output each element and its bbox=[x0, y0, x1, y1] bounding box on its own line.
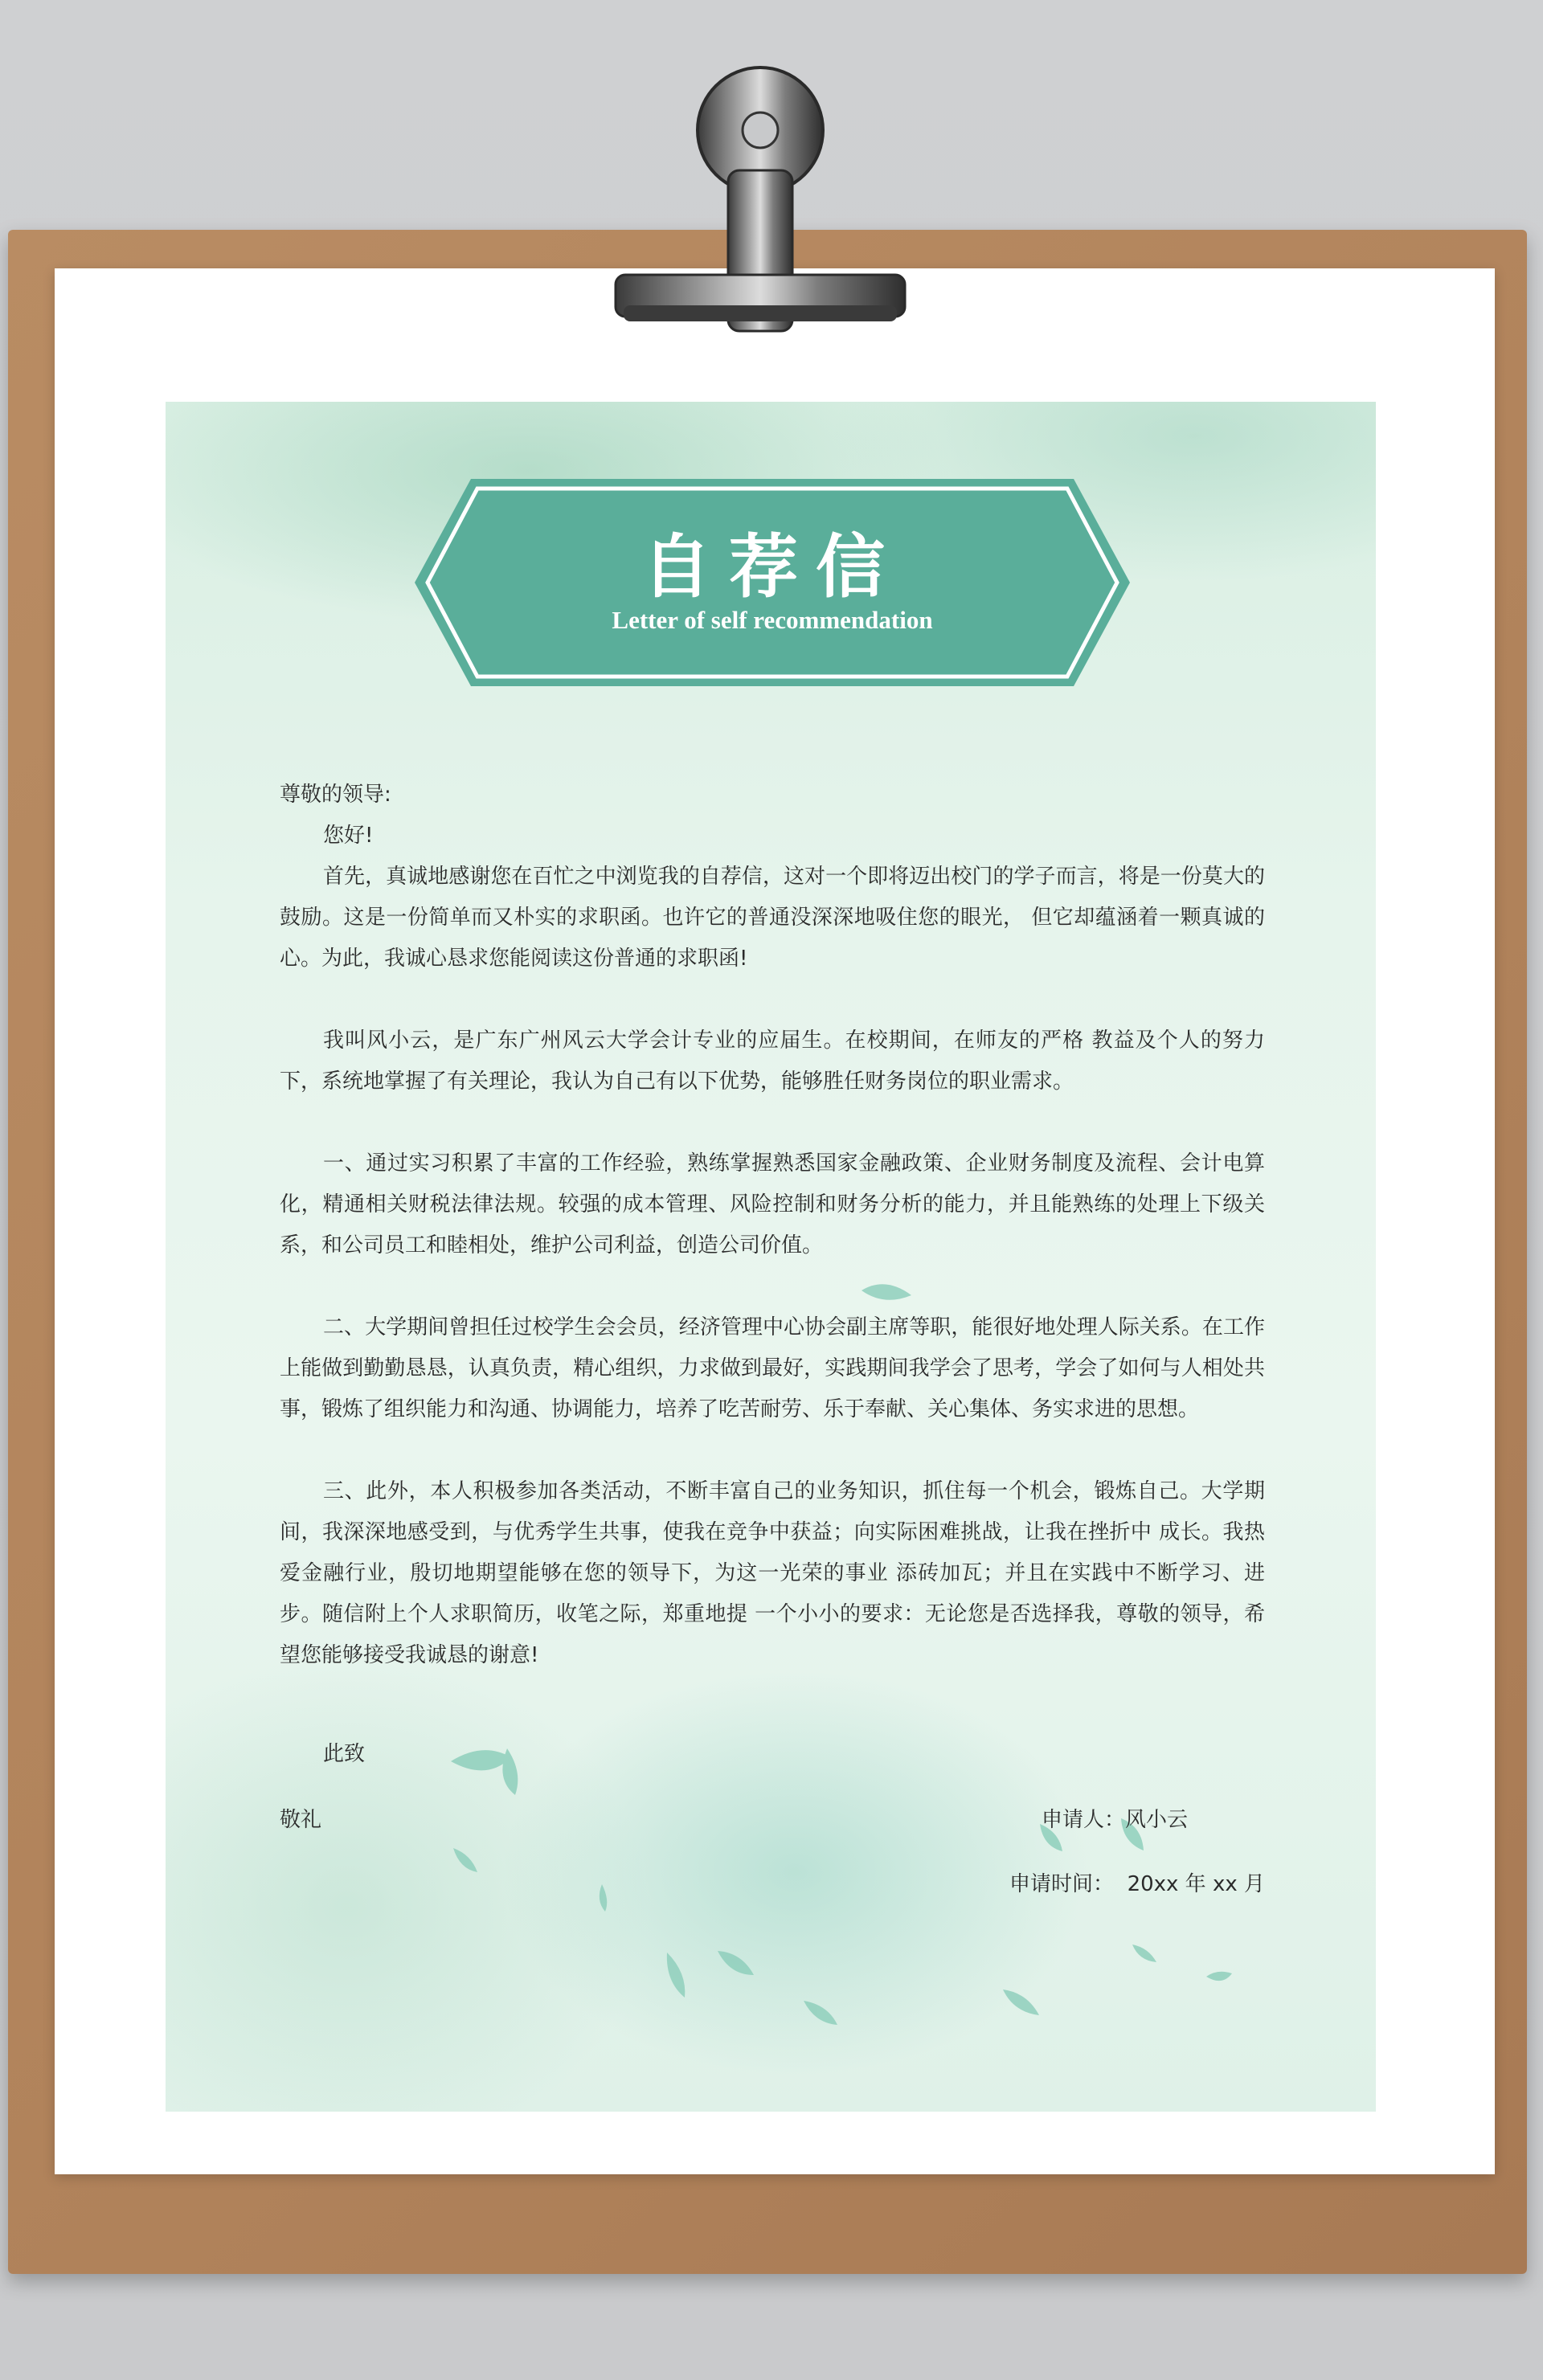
leaf-icon bbox=[1132, 1944, 1156, 1962]
paragraph-2: 我叫风小云，是广东广州风云大学会计专业的应届生。在校期间，在师友的严格 教益及个人的努力下，系统地掌握了有关理论，我认为自己有以下优势，能够胜任财务岗位的职业需求。 bbox=[280, 1028, 1265, 1094]
leaf-icon bbox=[804, 2001, 837, 2025]
title-chinese: 自荐信 bbox=[642, 527, 902, 607]
date-label: 申请时间： bbox=[1009, 1872, 1115, 1896]
letter-body bbox=[280, 775, 1265, 1676]
applicant-name: 风小云 bbox=[1124, 1808, 1188, 1832]
applicant-label: 申请人： bbox=[1041, 1808, 1125, 1832]
closing-line-1: 此致 bbox=[323, 1742, 366, 1766]
paragraph-5: 三、此外，本人积极参加各类活动，不断丰富自己的业务知识，抓住每一个机会，锻炼自己。大学期间，我深深地感受到，与优秀学生共事，使我在竞争中获益；向实际困难挑战，让我在挫折中 成长。我热爱金融行业，殷切地期望能够在您的领导下，为这一光荣的事业 添砖加瓦；并且在实践中不断学习、进步。随信附上个人求职简历，收笔之际，郑重地提 一个小小的要求：无论您是否选择我，尊敬的领导，希望您能够接受我诚恳的谢意! bbox=[280, 1479, 1265, 1667]
applicant-line bbox=[1042, 1803, 1188, 1833]
leaf-icon bbox=[451, 1750, 511, 1770]
leaf-icon bbox=[502, 1748, 518, 1795]
leaf-icon bbox=[600, 1884, 607, 1912]
salutation: 尊敬的领导: bbox=[280, 783, 391, 807]
title-badge bbox=[415, 479, 1130, 686]
letter-page bbox=[166, 402, 1376, 2112]
leaf-icon bbox=[1003, 1989, 1039, 2015]
date-line bbox=[1009, 1867, 1265, 1897]
date-value: 20xx 年 xx 月 bbox=[1127, 1872, 1265, 1896]
closing-line-2: 敬礼 bbox=[280, 1808, 322, 1832]
paragraph-3: 一、通过实习积累了丰富的工作经验，熟练掌握熟悉国家金融政策、企业财务制度及流程、会计电算化，精通相关财税法律法规。较强的成本管理、风险控制和财务分析的能力，并且能熟练的处理上下级关系，和公司员工和睦相处，维护公司利益，创造公司价值。 bbox=[280, 1151, 1265, 1257]
leaf-icon bbox=[718, 1951, 754, 1975]
leaf-icon bbox=[1206, 1972, 1232, 1981]
paragraph-4: 二、大学期间曾担任过校学生会会员，经济管理中心协会副主席等职，能很好地处理人际关系。在工作上能做到勤勤恳恳，认真负责，精心组织，力求做到最好，实践期间我学会了思考，学会了如何与人相处共事，锻炼了组织能力和沟通、协调能力，培养了吃苦耐劳、乐于奉献、关心集体、务实求进的思想。 bbox=[280, 1315, 1265, 1421]
leaf-icon bbox=[667, 1953, 685, 1998]
title-english: Letter of self recommendation bbox=[612, 606, 933, 634]
greeting: 您好! bbox=[323, 824, 374, 848]
paragraph-1: 首先，真诚地感谢您在百忙之中浏览我的自荐信，这对一个即将迈出校门的学子而言，将是一份莫大的鼓励。这是一份简单而又朴实的求职函。也许它的普通没深深地吸住您的眼光， 但它却蕴涵着一颗真诚的心。为此，我诚心恳求您能阅读这份普通的求职函! bbox=[280, 865, 1265, 971]
binder-clip-icon bbox=[575, 50, 945, 355]
leaf-icon bbox=[453, 1848, 477, 1872]
